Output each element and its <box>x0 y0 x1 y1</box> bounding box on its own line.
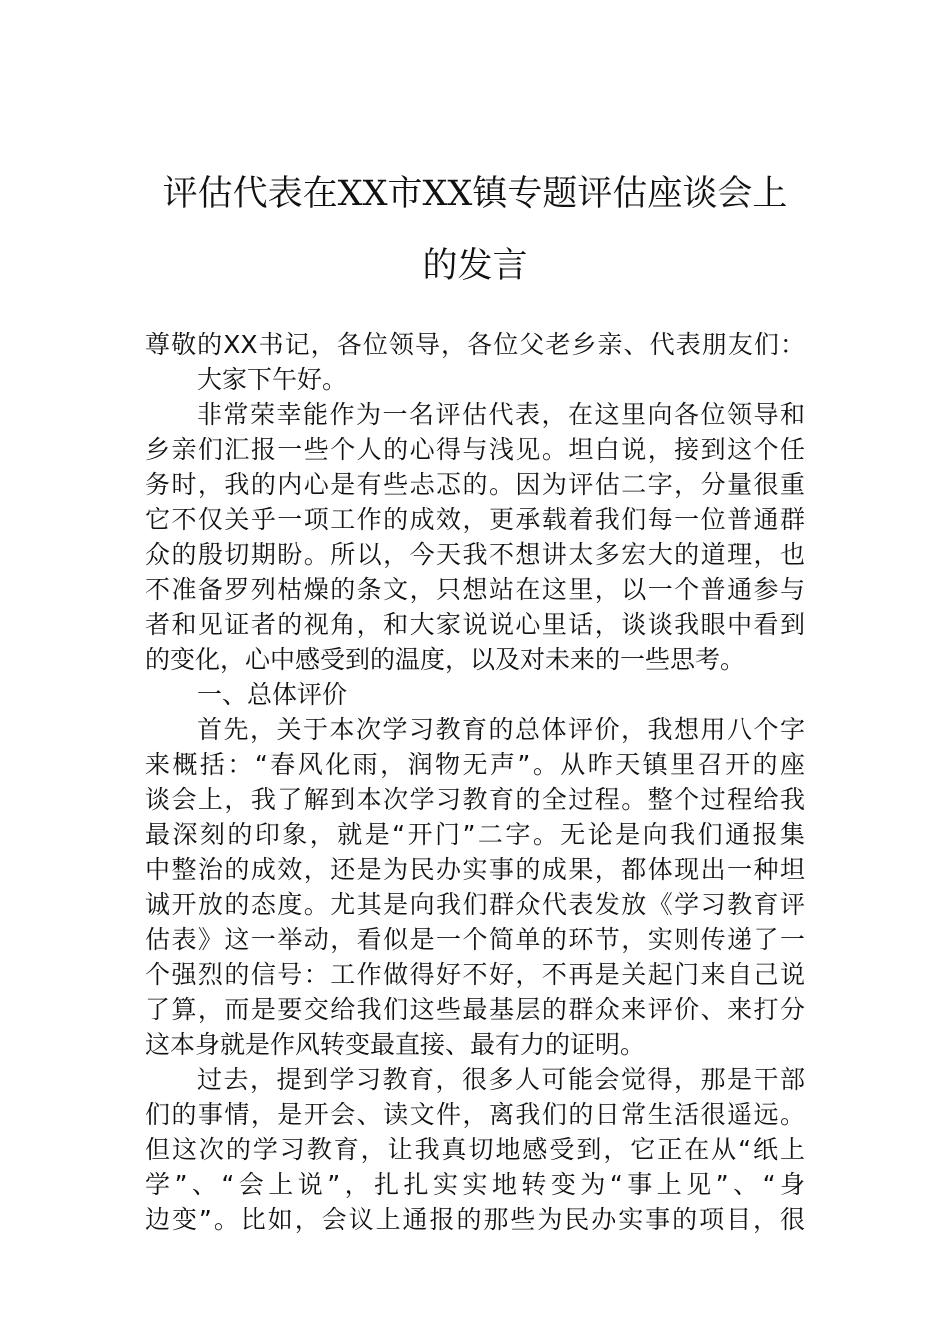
paragraph-line: 了算，而是要交给我们这些最基层的群众来评价、来打分 <box>145 995 805 1024</box>
paragraph-line: 这本身就是作风转变最直接、最有力的证明。 <box>145 1030 646 1059</box>
paragraph-line: 学”、“会上说”，扎扎实实地转变为“事上见”、“身 <box>145 1170 805 1199</box>
paragraph-line: 但这次的学习教育，让我真切地感受到，它正在从“纸上 <box>145 1135 805 1164</box>
paragraph-line: 过去，提到学习教育，很多人可能会觉得，那是干部 <box>197 1065 805 1094</box>
document-title-line-2: 的发言 <box>422 246 528 286</box>
paragraph-line: 谈会上，我了解到本次学习教育的全过程。整个过程给我 <box>145 785 805 814</box>
paragraph-line: 众的殷切期盼。所以，今天我不想讲太多宏大的道理，也 <box>145 540 805 569</box>
paragraph-line: 不准备罗列枯燥的条文，只想站在这里，以一个普通参与 <box>145 575 805 604</box>
paragraph-line: 首先，关于本次学习教育的总体评价，我想用八个字 <box>197 715 805 744</box>
paragraph-line: 估表》这一举动，看似是一个简单的环节，实则传递了一 <box>145 925 805 954</box>
paragraph-line: 诚开放的态度。尤其是向我们群众代表发放《学习教育评 <box>145 890 805 919</box>
document-body <box>145 327 805 1237</box>
paragraph-line: 来概括：“春风化雨，润物无声”。从昨天镇里召开的座 <box>145 750 805 779</box>
section-heading: 一、总体评价 <box>197 680 348 709</box>
paragraph-line: 的变化，心中感受到的温度，以及对未来的一些思考。 <box>145 645 746 674</box>
paragraph-line: 个强烈的信号：工作做得好不好，不再是关起门来自己说 <box>145 960 805 989</box>
paragraph-line: 们的事情，是开会、读文件，离我们的日常生活很遥远。 <box>145 1100 805 1129</box>
paragraph-line: 最深刻的印象，就是“开门”二字。无论是向我们通报集 <box>145 820 805 849</box>
paragraph-line: 务时，我的内心是有些忐忑的。因为评估二字，分量很重 <box>145 470 805 499</box>
greeting: 大家下午好。 <box>197 365 348 394</box>
document-title-line-1: 评估代表在XX市XX镇专题评估座谈会上 <box>162 174 788 214</box>
paragraph-line: 它不仅关乎一项工作的成效，更承载着我们每一位普通群 <box>145 505 805 534</box>
paragraph-line: 乡亲们汇报一些个人的心得与浅见。坦白说，接到这个任 <box>145 435 805 464</box>
paragraph-line: 中整治的成效，还是为民办实事的成果，都体现出一种坦 <box>145 855 805 884</box>
paragraph-line: 边变”。比如，会议上通报的那些为民办实事的项目，很 <box>145 1205 805 1234</box>
paragraph-line: 者和见证者的视角，和大家说说心里话，谈谈我眼中看到 <box>145 610 805 639</box>
paragraph-line: 非常荣幸能作为一名评估代表，在这里向各位领导和 <box>197 400 805 429</box>
salutation: 尊敬的XX书记，各位领导，各位父老乡亲、代表朋友们： <box>145 330 805 359</box>
